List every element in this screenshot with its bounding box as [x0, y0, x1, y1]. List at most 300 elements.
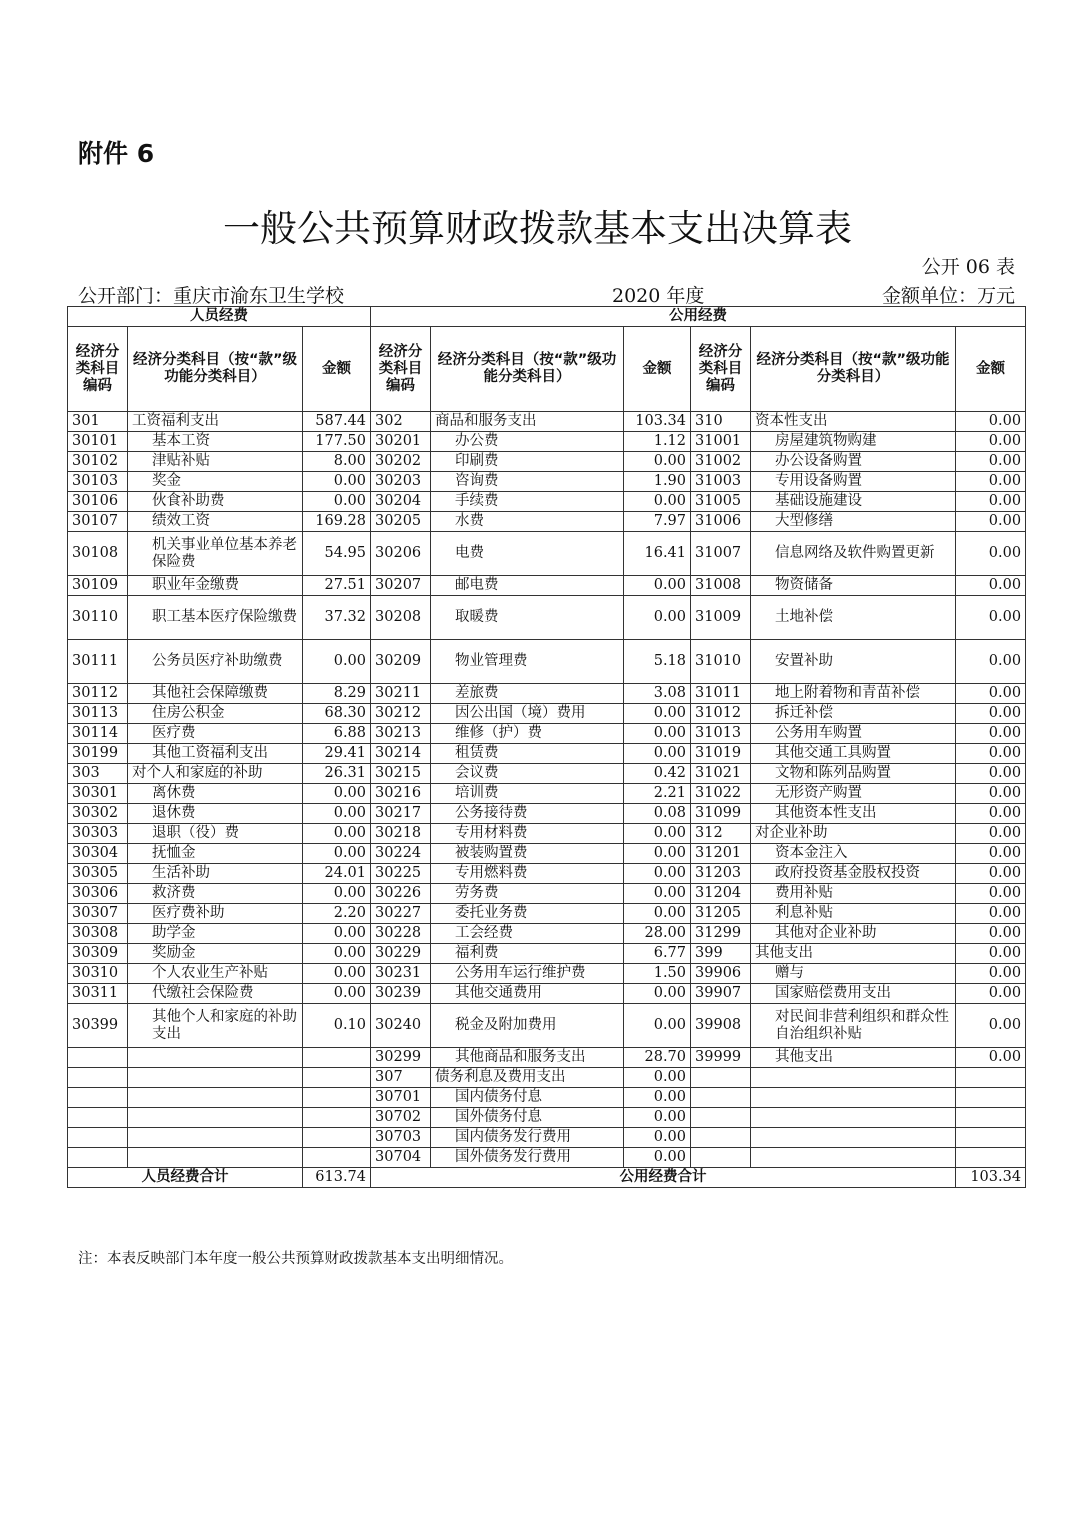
code-cell: 30212	[371, 704, 431, 724]
code-cell: 30224	[371, 844, 431, 864]
table-number: 公开 06 表	[921, 256, 1015, 278]
code-cell: 30114	[68, 724, 128, 744]
subject-cell: 地上附着物和青苗补偿	[751, 684, 956, 704]
table-row	[68, 904, 1026, 924]
code-cell: 399	[691, 944, 751, 964]
subject-cell: 绩效工资	[128, 512, 303, 532]
page-title: 一般公共预算财政拨款基本支出决算表	[223, 207, 852, 250]
amount-cell	[303, 1068, 371, 1088]
amount-cell: 0.00	[624, 704, 691, 724]
amount-cell: 37.32	[303, 596, 371, 640]
amount-cell: 0.00	[956, 432, 1026, 452]
subject-cell	[751, 1088, 956, 1108]
code-cell: 30204	[371, 492, 431, 512]
amount-cell: 28.70	[624, 1048, 691, 1068]
code-cell: 30202	[371, 452, 431, 472]
code-cell: 31010	[691, 640, 751, 684]
subject-cell: 维修（护）费	[431, 724, 624, 744]
amount-cell: 0.00	[956, 412, 1026, 432]
code-cell: 30206	[371, 532, 431, 576]
code-cell: 30299	[371, 1048, 431, 1068]
subject-cell: 办公费	[431, 432, 624, 452]
code-cell: 30214	[371, 744, 431, 764]
subject-cell: 租赁费	[431, 744, 624, 764]
col-header-subject: 经济分类科目（按“款”级功能分类科目）	[431, 327, 624, 412]
code-cell	[691, 1148, 751, 1168]
table-row	[68, 596, 1026, 640]
subject-cell: 咨询费	[431, 472, 624, 492]
amount-cell: 0.00	[956, 532, 1026, 576]
amount-cell: 0.00	[303, 472, 371, 492]
subject-cell: 个人农业生产补贴	[128, 964, 303, 984]
subject-cell: 安置补助	[751, 640, 956, 684]
public-total-label: 公用经费合计	[371, 1168, 956, 1188]
code-cell: 30306	[68, 884, 128, 904]
amount-cell: 0.00	[303, 964, 371, 984]
amount-cell: 0.00	[956, 512, 1026, 532]
amount-cell	[956, 1128, 1026, 1148]
amount-cell: 29.41	[303, 744, 371, 764]
code-cell: 30239	[371, 984, 431, 1004]
code-cell	[68, 1128, 128, 1148]
code-cell: 39907	[691, 984, 751, 1004]
code-cell: 30110	[68, 596, 128, 640]
subject-cell: 赠与	[751, 964, 956, 984]
code-cell: 30218	[371, 824, 431, 844]
amount-cell: 1.12	[624, 432, 691, 452]
code-cell: 31099	[691, 804, 751, 824]
amount-cell: 587.44	[303, 412, 371, 432]
amount-cell: 0.00	[624, 724, 691, 744]
amount-cell	[303, 1148, 371, 1168]
table-row	[68, 984, 1026, 1004]
subject-cell: 住房公积金	[128, 704, 303, 724]
department-label: 公开部门：重庆市渝东卫生学校	[78, 285, 345, 307]
code-cell: 31008	[691, 576, 751, 596]
subject-cell: 公务员医疗补助缴费	[128, 640, 303, 684]
subject-cell: 培训费	[431, 784, 624, 804]
code-cell: 307	[371, 1068, 431, 1088]
code-cell: 30703	[371, 1128, 431, 1148]
amount-cell: 0.00	[624, 1108, 691, 1128]
subject-cell: 国家赔偿费用支出	[751, 984, 956, 1004]
subject-cell	[128, 1128, 303, 1148]
code-cell: 31001	[691, 432, 751, 452]
subject-cell: 机关事业单位基本养老保险费	[128, 532, 303, 576]
code-cell: 30112	[68, 684, 128, 704]
table-row	[68, 684, 1026, 704]
table-row	[68, 884, 1026, 904]
amount-cell: 0.00	[956, 684, 1026, 704]
table-row	[68, 784, 1026, 804]
table-row	[68, 864, 1026, 884]
amount-cell: 27.51	[303, 576, 371, 596]
code-cell: 30102	[68, 452, 128, 472]
subject-cell: 委托业务费	[431, 904, 624, 924]
code-cell: 30205	[371, 512, 431, 532]
code-cell: 30111	[68, 640, 128, 684]
table-row	[68, 704, 1026, 724]
subject-cell: 其他支出	[751, 1048, 956, 1068]
amount-cell: 0.00	[624, 1088, 691, 1108]
code-cell: 31002	[691, 452, 751, 472]
code-cell: 31006	[691, 512, 751, 532]
subject-cell: 公务用车购置	[751, 724, 956, 744]
amount-cell: 0.00	[624, 596, 691, 640]
amount-cell: 0.00	[956, 804, 1026, 824]
code-cell: 302	[371, 412, 431, 432]
subject-cell: 文物和陈列品购置	[751, 764, 956, 784]
subject-cell: 电费	[431, 532, 624, 576]
amount-cell: 0.00	[956, 864, 1026, 884]
code-cell: 30225	[371, 864, 431, 884]
table-row	[68, 576, 1026, 596]
code-cell: 30311	[68, 984, 128, 1004]
subject-cell: 基础设施建设	[751, 492, 956, 512]
amount-cell: 5.18	[624, 640, 691, 684]
code-cell: 31009	[691, 596, 751, 640]
subject-cell: 医疗费补助	[128, 904, 303, 924]
subject-cell: 助学金	[128, 924, 303, 944]
subject-cell: 退休费	[128, 804, 303, 824]
amount-cell: 0.00	[303, 492, 371, 512]
amount-cell	[956, 1108, 1026, 1128]
table-row	[68, 924, 1026, 944]
amount-cell: 0.00	[624, 1068, 691, 1088]
subject-cell: 债务利息及费用支出	[431, 1068, 624, 1088]
amount-cell: 0.00	[624, 1004, 691, 1048]
amount-cell: 0.00	[956, 764, 1026, 784]
amount-cell	[303, 1108, 371, 1128]
code-cell: 301	[68, 412, 128, 432]
subject-cell: 奖励金	[128, 944, 303, 964]
col-header-subject: 经济分类科目（按“款”级功能分类科目）	[128, 327, 303, 412]
amount-cell	[956, 1148, 1026, 1168]
subject-cell: 公务用车运行维护费	[431, 964, 624, 984]
code-cell: 30308	[68, 924, 128, 944]
year-label: 2020 年度	[612, 285, 705, 307]
amount-cell	[956, 1068, 1026, 1088]
table-row	[68, 1088, 1026, 1108]
code-cell: 30309	[68, 944, 128, 964]
code-cell: 30302	[68, 804, 128, 824]
code-cell: 30310	[68, 964, 128, 984]
amount-cell: 0.00	[303, 844, 371, 864]
table-row	[68, 724, 1026, 744]
amount-cell: 0.00	[956, 924, 1026, 944]
amount-cell: 0.00	[956, 452, 1026, 472]
code-cell: 303	[68, 764, 128, 784]
amount-cell: 0.00	[303, 944, 371, 964]
amount-cell: 0.00	[624, 904, 691, 924]
code-cell: 30301	[68, 784, 128, 804]
subject-cell: 奖金	[128, 472, 303, 492]
subject-cell: 税金及附加费用	[431, 1004, 624, 1048]
footnote: 注：本表反映部门本年度一般公共预算财政拨款基本支出明细情况。	[78, 1251, 513, 1267]
code-cell: 312	[691, 824, 751, 844]
amount-cell: 0.08	[624, 804, 691, 824]
code-cell: 30199	[68, 744, 128, 764]
code-cell: 30229	[371, 944, 431, 964]
code-cell: 30307	[68, 904, 128, 924]
subject-cell: 资本金注入	[751, 844, 956, 864]
subject-cell: 离休费	[128, 784, 303, 804]
subject-cell: 物业管理费	[431, 640, 624, 684]
code-cell	[68, 1148, 128, 1168]
code-cell	[68, 1048, 128, 1068]
code-cell: 31011	[691, 684, 751, 704]
amount-cell: 28.00	[624, 924, 691, 944]
table-row	[68, 532, 1026, 576]
code-cell: 30211	[371, 684, 431, 704]
subject-cell: 其他交通费用	[431, 984, 624, 1004]
subject-cell	[751, 1128, 956, 1148]
subject-cell: 无形资产购置	[751, 784, 956, 804]
amount-cell: 0.00	[956, 984, 1026, 1004]
amount-cell: 24.01	[303, 864, 371, 884]
subject-cell: 劳务费	[431, 884, 624, 904]
amount-cell: 177.50	[303, 432, 371, 452]
amount-cell: 0.00	[624, 864, 691, 884]
amount-cell: 0.42	[624, 764, 691, 784]
code-cell: 30107	[68, 512, 128, 532]
amount-cell: 8.00	[303, 452, 371, 472]
subject-cell: 生活补助	[128, 864, 303, 884]
code-cell: 31204	[691, 884, 751, 904]
amount-cell: 0.00	[956, 844, 1026, 864]
amount-cell: 0.00	[624, 984, 691, 1004]
code-cell: 31203	[691, 864, 751, 884]
table-row	[68, 944, 1026, 964]
code-cell: 31022	[691, 784, 751, 804]
group-header-public: 公用经费	[371, 307, 1026, 327]
subject-cell: 专用材料费	[431, 824, 624, 844]
subject-cell: 国内债务发行费用	[431, 1128, 624, 1148]
subject-cell: 其他商品和服务支出	[431, 1048, 624, 1068]
code-cell: 30227	[371, 904, 431, 924]
code-cell: 30303	[68, 824, 128, 844]
subject-cell: 邮电费	[431, 576, 624, 596]
code-cell: 30228	[371, 924, 431, 944]
subject-cell: 抚恤金	[128, 844, 303, 864]
unit-label: 金额单位：万元	[881, 285, 1015, 307]
col-header-subject: 经济分类科目（按“款”级功能分类科目）	[751, 327, 956, 412]
amount-cell	[303, 1088, 371, 1108]
table-body	[68, 412, 1026, 1168]
subject-cell: 基本工资	[128, 432, 303, 452]
subject-cell: 取暖费	[431, 596, 624, 640]
subject-cell	[751, 1068, 956, 1088]
amount-cell	[956, 1088, 1026, 1108]
subject-cell: 医疗费	[128, 724, 303, 744]
table-row	[68, 1068, 1026, 1088]
code-cell: 30106	[68, 492, 128, 512]
amount-cell: 7.97	[624, 512, 691, 532]
amount-cell: 0.00	[956, 1004, 1026, 1048]
public-total-value: 103.34	[956, 1168, 1026, 1188]
code-cell: 30209	[371, 640, 431, 684]
amount-cell: 0.00	[624, 492, 691, 512]
code-cell: 30305	[68, 864, 128, 884]
amount-cell: 0.00	[956, 964, 1026, 984]
subject-cell: 专用设备购置	[751, 472, 956, 492]
subject-cell: 土地补偿	[751, 596, 956, 640]
code-cell: 30216	[371, 784, 431, 804]
code-cell: 30215	[371, 764, 431, 784]
subject-cell: 会议费	[431, 764, 624, 784]
amount-cell: 0.00	[956, 884, 1026, 904]
code-cell: 30701	[371, 1088, 431, 1108]
code-cell: 31201	[691, 844, 751, 864]
subject-cell: 国外债务发行费用	[431, 1148, 624, 1168]
amount-cell: 0.00	[303, 640, 371, 684]
table-row	[68, 640, 1026, 684]
code-cell: 310	[691, 412, 751, 432]
amount-cell: 16.41	[624, 532, 691, 576]
code-cell: 30207	[371, 576, 431, 596]
amount-cell: 54.95	[303, 532, 371, 576]
personnel-total-label: 人员经费合计	[68, 1168, 303, 1188]
code-cell: 30217	[371, 804, 431, 824]
subject-cell: 伙食补助费	[128, 492, 303, 512]
col-header-amount: 金额	[303, 327, 371, 412]
subject-cell: 津贴补贴	[128, 452, 303, 472]
code-cell: 30108	[68, 532, 128, 576]
table-row	[68, 964, 1026, 984]
subject-cell	[751, 1108, 956, 1128]
table-row	[68, 744, 1026, 764]
table-row	[68, 764, 1026, 784]
subject-cell	[128, 1048, 303, 1068]
amount-cell: 2.20	[303, 904, 371, 924]
amount-cell: 3.08	[624, 684, 691, 704]
table-row	[68, 1148, 1026, 1168]
col-header-code: 经济分类科目编码	[371, 327, 431, 412]
amount-cell: 103.34	[624, 412, 691, 432]
subject-cell: 拆迁补偿	[751, 704, 956, 724]
subject-cell: 房屋建筑物购建	[751, 432, 956, 452]
amount-cell: 0.00	[624, 884, 691, 904]
subject-cell: 办公设备购置	[751, 452, 956, 472]
table-row	[68, 824, 1026, 844]
subject-cell: 差旅费	[431, 684, 624, 704]
table-row	[68, 1108, 1026, 1128]
amount-cell: 0.00	[956, 744, 1026, 764]
table-row	[68, 804, 1026, 824]
code-cell: 39908	[691, 1004, 751, 1048]
subject-cell	[128, 1088, 303, 1108]
code-cell	[68, 1068, 128, 1088]
code-cell	[68, 1088, 128, 1108]
subject-cell	[128, 1068, 303, 1088]
amount-cell: 169.28	[303, 512, 371, 532]
col-header-code: 经济分类科目编码	[691, 327, 751, 412]
subject-cell: 对企业补助	[751, 824, 956, 844]
code-cell: 30213	[371, 724, 431, 744]
col-header-amount: 金额	[956, 327, 1026, 412]
subject-cell: 福利费	[431, 944, 624, 964]
code-cell: 30201	[371, 432, 431, 452]
attachment-label: 附件 6	[78, 139, 155, 168]
code-cell	[68, 1108, 128, 1128]
code-cell: 31019	[691, 744, 751, 764]
expenditure-table	[67, 306, 1026, 1188]
subject-cell: 商品和服务支出	[431, 412, 624, 432]
code-cell: 31003	[691, 472, 751, 492]
subject-cell: 水费	[431, 512, 624, 532]
amount-cell: 0.00	[624, 1128, 691, 1148]
code-cell: 30109	[68, 576, 128, 596]
code-cell: 31299	[691, 924, 751, 944]
amount-cell: 0.00	[956, 944, 1026, 964]
amount-cell	[303, 1128, 371, 1148]
amount-cell: 6.88	[303, 724, 371, 744]
subject-cell: 被装购置费	[431, 844, 624, 864]
amount-cell: 0.00	[303, 884, 371, 904]
code-cell: 30702	[371, 1108, 431, 1128]
code-cell	[691, 1068, 751, 1088]
code-cell: 31205	[691, 904, 751, 924]
code-cell: 30103	[68, 472, 128, 492]
code-cell: 31007	[691, 532, 751, 576]
subject-cell: 代缴社会保险费	[128, 984, 303, 1004]
amount-cell: 0.00	[956, 824, 1026, 844]
amount-cell: 0.00	[624, 844, 691, 864]
table-row	[68, 1004, 1026, 1048]
amount-cell	[303, 1048, 371, 1068]
table-row	[68, 1048, 1026, 1068]
personnel-total-value: 613.74	[303, 1168, 371, 1188]
subject-cell: 专用燃料费	[431, 864, 624, 884]
subject-cell: 其他个人和家庭的补助支出	[128, 1004, 303, 1048]
amount-cell: 1.90	[624, 472, 691, 492]
amount-cell: 0.00	[303, 984, 371, 1004]
table-row	[68, 472, 1026, 492]
subject-cell: 大型修缮	[751, 512, 956, 532]
amount-cell: 0.00	[956, 904, 1026, 924]
subject-cell: 利息补贴	[751, 904, 956, 924]
amount-cell: 0.00	[303, 784, 371, 804]
code-cell: 39999	[691, 1048, 751, 1068]
subject-cell: 国内债务付息	[431, 1088, 624, 1108]
code-cell: 31021	[691, 764, 751, 784]
table-row	[68, 844, 1026, 864]
code-cell: 30226	[371, 884, 431, 904]
table-row	[68, 512, 1026, 532]
subject-cell: 其他对企业补助	[751, 924, 956, 944]
subject-cell: 手续费	[431, 492, 624, 512]
amount-cell: 0.00	[956, 596, 1026, 640]
group-header-personnel: 人员经费	[68, 307, 371, 327]
code-cell: 30101	[68, 432, 128, 452]
code-cell: 30304	[68, 844, 128, 864]
subject-cell: 因公出国（境）费用	[431, 704, 624, 724]
code-cell: 30208	[371, 596, 431, 640]
amount-cell: 0.00	[956, 640, 1026, 684]
subject-cell: 其他工资福利支出	[128, 744, 303, 764]
code-cell	[691, 1128, 751, 1148]
amount-cell: 0.10	[303, 1004, 371, 1048]
amount-cell: 0.00	[956, 576, 1026, 596]
amount-cell: 0.00	[624, 452, 691, 472]
amount-cell: 0.00	[303, 824, 371, 844]
subject-cell	[128, 1148, 303, 1168]
amount-cell: 1.50	[624, 964, 691, 984]
amount-cell: 68.30	[303, 704, 371, 724]
code-cell: 30399	[68, 1004, 128, 1048]
subject-cell	[751, 1148, 956, 1168]
amount-cell: 0.00	[303, 804, 371, 824]
